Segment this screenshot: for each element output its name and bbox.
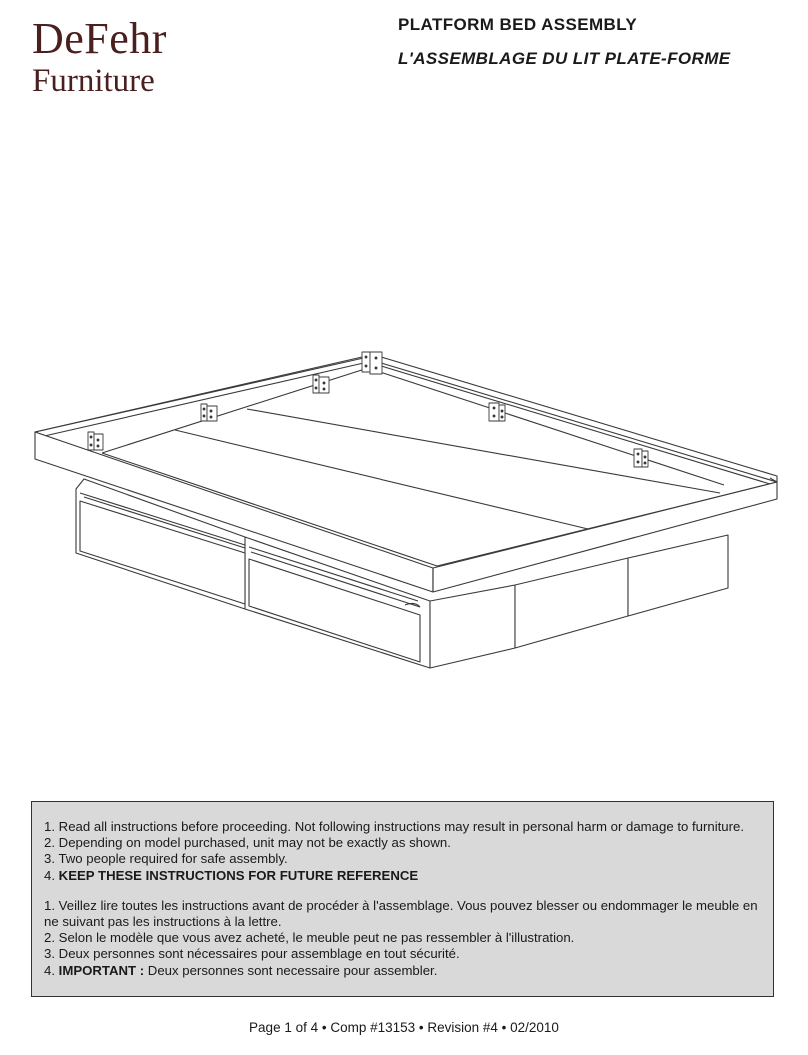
- notice-fr-2: 2. Selon le modèle que vous avez acheté, le meuble peut ne pas ressembler à l'illustration.: [44, 930, 575, 946]
- title-french: L'ASSEMBLAGE DU LIT PLATE-FORME: [398, 49, 731, 68]
- notice-fr-1: 1. Veillez lire toutes les instructions avant de procéder à l'assemblage. Vous pouvez blesser ou endommager le meuble en ne suivant pas les instructions à la lettre.: [44, 897, 758, 930]
- logo-line-1: DeFehr: [32, 14, 167, 63]
- page-footer: Page 1 of 4 • Comp #13153 • Revision #4 • 02/2010: [249, 1020, 559, 1035]
- notice-fr-4: 4. IMPORTANT : Deux personnes sont necessaire pour assembler.: [44, 962, 438, 978]
- title-english: PLATFORM BED ASSEMBLY: [398, 15, 638, 34]
- safety-notice-box: [31, 801, 774, 997]
- notice-en-4: 4. KEEP THESE INSTRUCTIONS FOR FUTURE REFERENCE: [44, 867, 419, 883]
- notice-en-1: 1. Read all instructions before proceeding. Not following instructions may result in personal harm or damage to furniture.: [44, 819, 745, 834]
- notice-en-2: 2. Depending on model purchased, unit may not be exactly as shown.: [44, 835, 451, 851]
- logo-line-2: Furniture: [32, 63, 155, 99]
- notice-en-3: 3. Two people required for safe assembly.: [44, 851, 288, 867]
- notice-fr-3: 3. Deux personnes sont nécessaires pour assemblage en tout sécurité.: [44, 946, 460, 962]
